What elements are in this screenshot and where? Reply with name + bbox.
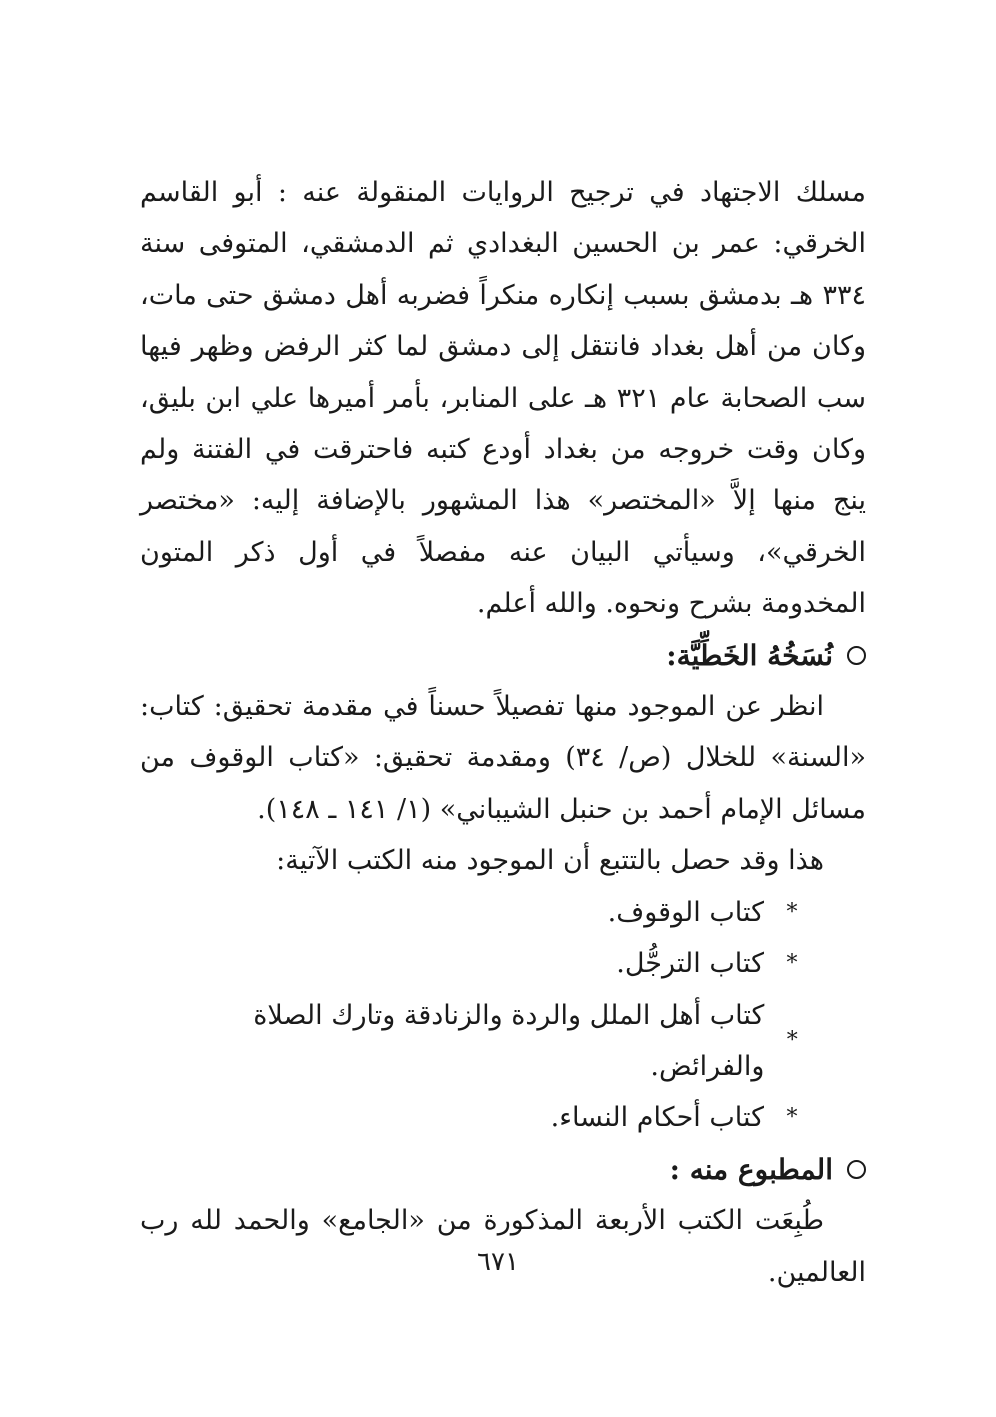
list-item [140, 887, 866, 938]
list-item-text: كتاب الوقوف. [607, 896, 764, 928]
printed-heading [140, 1144, 866, 1195]
manuscripts-list [140, 887, 866, 1144]
manuscripts-heading [140, 630, 866, 681]
list-item [140, 1092, 866, 1143]
asterisk-icon: * [786, 1105, 798, 1131]
asterisk-icon: * [786, 1028, 798, 1054]
manuscripts-heading-text: نُسَخُهُ الخَطِّيَّة: [666, 638, 833, 672]
asterisk-icon: * [786, 951, 798, 977]
list-item-text: كتاب الترجُّل. [616, 948, 764, 980]
printed-paragraph: طُبِعَت الكتب الأربعة المذكورة من «الجامع» والحمد لله رب العالمين. [140, 1205, 866, 1288]
manuscripts-paragraph: انظر عن الموجود منها تفصيلاً حسناً في مقدمة تحقيق: كتاب: «السنة» للخلال (ص/ ٣٤) ومقدمة تحقيق: «كتاب الوقوف من مسائل الإمام أحمد بن حنبل الشيباني» (١/ ١٤١ ـ ١٤٨). [140, 691, 866, 825]
list-item-text: كتاب أهل الملل والردة والزنادقة وتارك الصلاة والفرائض. [253, 999, 765, 1082]
manuscripts-lead: هذا وقد حصل بالتتبع أن الموجود منه الكتب الآتية: [276, 845, 824, 877]
page-body [140, 167, 866, 1298]
page-number: ٦٧١ [477, 1247, 519, 1277]
printed-heading-text: المطبوع منه : [669, 1152, 833, 1186]
circle-bullet-icon [847, 646, 866, 665]
circle-bullet-icon [847, 1160, 866, 1179]
list-item-text: كتاب أحكام النساء. [550, 1102, 764, 1134]
intro-paragraph: مسلك الاجتهاد في ترجيح الروايات المنقولة عنه : أبو القاسم الخرقي: عمر بن الحسين البغدادي ثم الدمشقي، المتوفى سنة ٣٣٤ هـ بدمشق بسبب إنكاره منكراً فضربه أهل دمشق حتى مات، وكان من أهل بغداد فانتقل إلى دمشق لما كثر الرفض وظهر فيها سب الصحابة عام ٣٢١ هـ على المنابر، بأمر أميرها علي ابن بليق، وكان وقت خروجه من بغداد أودع كتبه فاحترقت في الفتنة ولم ينج منها إلاَّ «المختصر» هذا المشهور بالإضافة إليه: «مختصر الخرقي»، وسيأتي البيان عنه مفصلاً في أول ذكر المتون المخدومة بشرح ونحوه. والله أعلم. [140, 177, 866, 620]
list-item [140, 938, 866, 989]
asterisk-icon: * [786, 899, 798, 925]
list-item [140, 990, 866, 1093]
